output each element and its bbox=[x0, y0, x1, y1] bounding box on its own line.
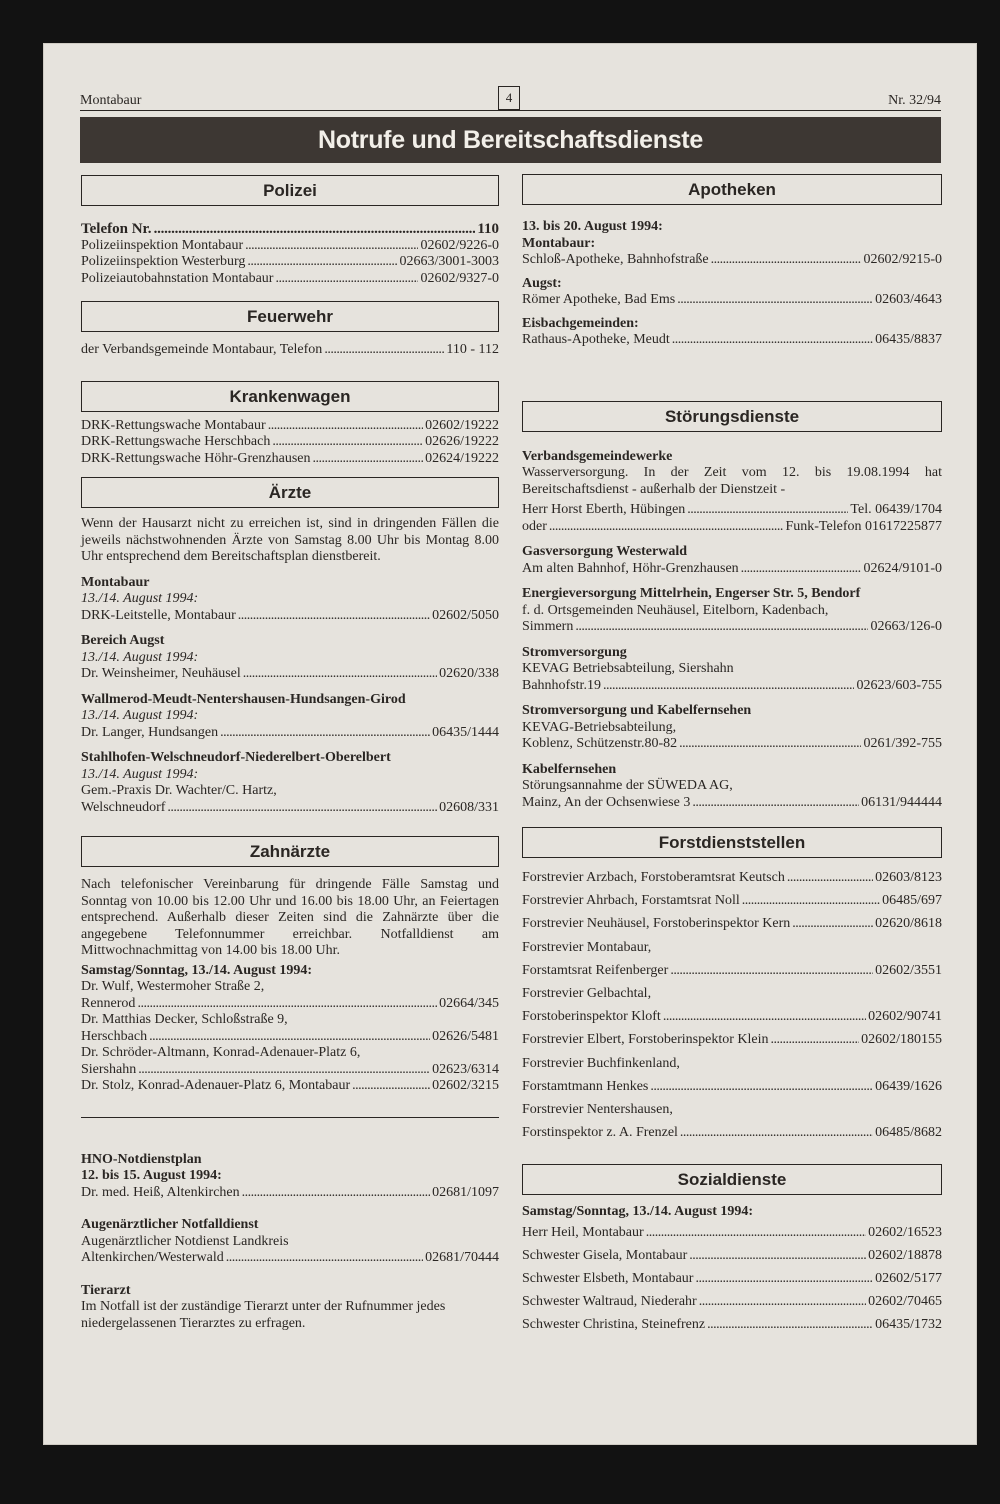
list-item bbox=[81, 451, 499, 468]
phone-number: 06439/1626 bbox=[875, 1078, 942, 1094]
entry-line: f. d. Ortsgemeinden Neuhäusel, Eitelborn, Kadenbach, bbox=[522, 602, 829, 618]
entry-label: Simmern bbox=[522, 619, 574, 634]
entry-label: Forstinspektor z. A. Frenzel bbox=[522, 1125, 678, 1141]
entry-line: Dr. Schröder-Altmann, Konrad-Adenauer-Platz 6, bbox=[81, 1045, 361, 1060]
area-heading: Wallmerod-Meudt-Nentershausen-Hundsangen-Girod bbox=[81, 691, 406, 707]
phone-number: 02620/338 bbox=[439, 666, 499, 681]
entry-label: Altenkirchen/Westerwald bbox=[81, 1250, 224, 1265]
entry-label: Forstrevier Nentershausen, bbox=[522, 1102, 673, 1118]
date-line: 13./14. August 1994: bbox=[81, 591, 199, 606]
entry-label: Forstamtmann Henkes bbox=[522, 1078, 649, 1094]
phone-number: 06435/1444 bbox=[432, 724, 499, 740]
phone-number: 02602/9226-0 bbox=[420, 237, 499, 253]
entry-label: Dr. Weinsheimer, Neuhäusel bbox=[81, 666, 241, 681]
phone-number: 02620/8618 bbox=[875, 916, 942, 932]
entry-label: Polizeiinspektion Montabaur bbox=[81, 237, 244, 253]
list-item bbox=[522, 1267, 942, 1290]
phone-number: 02602/9215-0 bbox=[863, 252, 942, 267]
list-item bbox=[81, 418, 499, 435]
page-title: Notrufe und Bereitschaftsdienste bbox=[80, 117, 941, 163]
entry-label: Forstrevier Montabaur, bbox=[522, 939, 652, 955]
entry-line: Störungsannahme der SÜWEDA AG, bbox=[522, 778, 733, 793]
tierarzt-title: Tierarzt bbox=[81, 1282, 131, 1298]
section-heading-aerzte: Ärzte bbox=[81, 477, 499, 508]
entry-label: Schwester Waltraud, Niederahr bbox=[522, 1293, 697, 1309]
list-item bbox=[81, 271, 499, 288]
entry-label: Am alten Bahnhof, Höhr-Grenzhausen bbox=[522, 560, 739, 576]
list-item bbox=[522, 982, 942, 1005]
phone-number: 02608/331 bbox=[439, 799, 499, 815]
hno-title: HNO-Notdienstplan bbox=[81, 1151, 202, 1167]
phone-number: 02602/5177 bbox=[875, 1270, 942, 1286]
phone-number: 02681/70444 bbox=[425, 1250, 499, 1265]
entry-label: Telefon Nr. bbox=[81, 221, 152, 237]
list-item bbox=[81, 725, 499, 742]
list-item bbox=[81, 238, 499, 255]
list-item bbox=[522, 519, 942, 536]
entry-line: KEVAG Betriebsabteilung, Siershahn bbox=[522, 661, 734, 676]
phone-number: 02663/126-0 bbox=[870, 619, 942, 634]
date-line: 13./14. August 1994: bbox=[81, 649, 199, 665]
list-item bbox=[522, 1221, 942, 1244]
phone-number: Funk-Telefon 01617225877 bbox=[785, 518, 942, 534]
list-item bbox=[81, 996, 499, 1013]
phone-number: 02602/180155 bbox=[861, 1032, 942, 1048]
list-item bbox=[81, 666, 499, 683]
header-rule bbox=[80, 110, 941, 111]
entry-label: Dr. med. Heiß, Altenkirchen bbox=[81, 1184, 240, 1200]
phone-number: 02602/18878 bbox=[868, 1247, 942, 1263]
entry-label: Dr. Langer, Hundsangen bbox=[81, 724, 219, 740]
area-heading: Eisbachgemeinden: bbox=[522, 315, 639, 331]
entry-label: Herr Horst Eberth, Hübingen bbox=[522, 502, 686, 517]
list-item bbox=[522, 1028, 942, 1051]
phone-number: 02623/603-755 bbox=[856, 677, 942, 693]
phone-number: 02626/5481 bbox=[432, 1028, 499, 1044]
entry-label: Dr. Stolz, Konrad-Adenauer-Platz 6, Montabaur bbox=[81, 1078, 351, 1093]
list-item bbox=[81, 800, 499, 817]
entry-label: Mainz, An der Ochsenwiese 3 bbox=[522, 794, 691, 810]
list-item bbox=[81, 1250, 499, 1267]
phone-number: 0261/392-755 bbox=[863, 736, 942, 751]
entry-label: Bahnhofstr.19 bbox=[522, 677, 601, 693]
entry-label: Siershahn bbox=[81, 1061, 137, 1077]
list-item bbox=[522, 1005, 942, 1028]
entry-line: Augenärztlicher Notdienst Landkreis bbox=[81, 1233, 289, 1249]
section-heading-sozial: Sozialdienste bbox=[522, 1164, 942, 1195]
entry-label: Herschbach bbox=[81, 1028, 148, 1044]
area-heading: Verbandsgemeindewerke bbox=[522, 448, 673, 464]
entry-label: Koblenz, Schützenstr.80-82 bbox=[522, 736, 678, 751]
section-heading-feuerwehr: Feuerwehr bbox=[81, 301, 499, 332]
entry-label: Forstrevier Ahrbach, Forstamtsrat Noll bbox=[522, 893, 740, 909]
list-item bbox=[522, 292, 942, 309]
page-header bbox=[80, 89, 941, 111]
entry-line: Dr. Wulf, Westermoher Straße 2, bbox=[81, 979, 265, 994]
list-item bbox=[522, 678, 942, 695]
polizei-phone-row bbox=[81, 221, 499, 238]
aerzte-intro: Wenn der Hausarzt nicht zu erreichen ist, sind in dringenden Fällen die jeweils nächstwohnenden Ärzte von Samstag 8.00 Uhr bis Montag 8.00 Uhr entsprechend dem Bereitschaftsplan dienstbereit. bbox=[81, 516, 499, 564]
list-item bbox=[522, 252, 942, 269]
section-heading-apotheken: Apotheken bbox=[522, 174, 942, 205]
section-heading-zahnaerzte: Zahnärzte bbox=[81, 836, 499, 867]
list-item bbox=[81, 1062, 499, 1079]
entry-label: Schloß-Apotheke, Bahnhofstraße bbox=[522, 252, 709, 267]
entry-label: Forstrevier Arzbach, Forstoberamtsrat Keutsch bbox=[522, 870, 785, 885]
list-item bbox=[81, 1185, 499, 1202]
entry-label: Schwester Elsbeth, Montabaur bbox=[522, 1270, 694, 1286]
entry-label: Schwester Christina, Steinefrenz bbox=[522, 1316, 706, 1332]
entry-label: DRK-Rettungswache Höhr-Grenzhausen bbox=[81, 450, 311, 466]
augen-title: Augenärztlicher Notfalldienst bbox=[81, 1217, 259, 1232]
area-heading: Stahlhofen-Welschneudorf-Niederelbert-Oberelbert bbox=[81, 750, 391, 765]
list-item bbox=[522, 1075, 942, 1098]
entry-label: DRK-Leitstelle, Montabaur bbox=[81, 607, 236, 623]
phone-number: 02681/1097 bbox=[432, 1184, 499, 1200]
phone-number: 06485/697 bbox=[882, 893, 942, 909]
phone-number: 02602/90741 bbox=[868, 1009, 942, 1025]
issue-number: Nr. 32/94 bbox=[888, 93, 941, 108]
phone-number: 02624/19222 bbox=[425, 450, 499, 466]
area-heading: Montabaur: bbox=[522, 235, 596, 251]
area-heading: Stromversorgung und Kabelfernsehen bbox=[522, 703, 752, 718]
zahnaerzte-intro: Nach telefonischer Vereinbarung für dringende Fälle Samstag und Sonntag von 10.00 bis 12.00 Uhr und 16.00 bis 18.00 Uhr, an Feiertagen entsprechend. Außerhalb dieser Zeiten sind die Zahnärzte über die angegebene Telefonnummer erreichbar. Notfalldienst am Mittwochnachmittag von 14.00 bis 18.00 Uhr. bbox=[81, 877, 499, 958]
area-heading: Bereich Augst bbox=[81, 633, 165, 648]
entry-label: DRK-Rettungswache Herschbach bbox=[81, 434, 271, 449]
list-item bbox=[522, 502, 942, 519]
section-heading-forst: Forstdienststellen bbox=[522, 827, 942, 858]
entry-label: Forstrevier Elbert, Forstoberinspektor Klein bbox=[522, 1032, 769, 1048]
entry-label: der Verbandsgemeinde Montabaur, Telefon bbox=[81, 342, 323, 357]
date-line: 13. bis 20. August 1994: bbox=[522, 219, 663, 234]
right-column bbox=[522, 174, 942, 1336]
phone-number: 110 - 112 bbox=[446, 342, 499, 357]
date-line: 13./14. August 1994: bbox=[81, 766, 199, 782]
entry-label: Welschneudorf bbox=[81, 799, 166, 815]
phone-number: 02624/9101-0 bbox=[863, 560, 942, 576]
phone-number: 02664/345 bbox=[439, 995, 499, 1011]
entry-label: oder bbox=[522, 518, 547, 534]
entry-label: Forstamtsrat Reifenberger bbox=[522, 962, 669, 978]
list-item bbox=[81, 434, 499, 451]
entry-line: Gem.-Praxis Dr. Wachter/C. Hartz, bbox=[81, 783, 277, 798]
phone-number: 06435/8837 bbox=[875, 332, 942, 347]
list-item bbox=[522, 795, 942, 812]
forst-list bbox=[522, 866, 942, 1144]
entry-label: Polizeiautobahnstation Montabaur bbox=[81, 270, 274, 286]
phone-number: 02602/3551 bbox=[875, 962, 942, 978]
phone-number: 06435/1732 bbox=[875, 1316, 942, 1332]
phone-number: 02602/16523 bbox=[868, 1224, 942, 1240]
list-item bbox=[522, 936, 942, 959]
section-heading-polizei: Polizei bbox=[81, 175, 499, 206]
date-line: Samstag/Sonntag, 13./14. August 1994: bbox=[81, 962, 313, 978]
entry-label: Forstrevier Buchfinkenland, bbox=[522, 1055, 680, 1071]
phone-number: 02602/3215 bbox=[432, 1078, 499, 1093]
header-town: Montabaur bbox=[80, 93, 142, 108]
entry-text: Wasserversorgung. In der Zeit vom 12. bis 19.08.1994 hat Bereitschaftsdienst - außerhalb der Dienstzeit - bbox=[522, 465, 942, 497]
sozial-list bbox=[522, 1221, 942, 1336]
entry-line: KEVAG-Betriebsabteilung, bbox=[522, 719, 677, 735]
list-item bbox=[522, 1244, 942, 1267]
entry-line: Dr. Matthias Decker, Schloßstraße 9, bbox=[81, 1012, 288, 1027]
phone-number: 06485/8682 bbox=[875, 1125, 942, 1141]
list-item bbox=[522, 889, 942, 912]
area-heading: Montabaur bbox=[81, 574, 150, 590]
entry-label: Polizeiinspektion Westerburg bbox=[81, 254, 246, 269]
list-item bbox=[81, 342, 499, 359]
phone-number: 02603/4643 bbox=[875, 292, 942, 307]
list-item bbox=[81, 1029, 499, 1046]
list-item bbox=[522, 1290, 942, 1313]
list-item bbox=[522, 1098, 942, 1121]
phone-number: 110 bbox=[477, 221, 499, 237]
list-item bbox=[522, 1121, 942, 1144]
phone-number: 02663/3001-3003 bbox=[399, 254, 499, 269]
phone-number: 02623/6314 bbox=[432, 1061, 499, 1077]
entry-label: DRK-Rettungswache Montabaur bbox=[81, 417, 266, 433]
tierarzt-text: Im Notfall ist der zuständige Tierarzt unter der Rufnummer jedes niedergelassenen Tierarztes zu erfragen. bbox=[81, 1299, 446, 1331]
entry-label: Schwester Gisela, Montabaur bbox=[522, 1247, 688, 1263]
area-heading: Energieversorgung Mittelrhein, Engerser Str. 5, Bendorf bbox=[522, 586, 861, 601]
area-heading: Gasversorgung Westerwald bbox=[522, 544, 688, 559]
entry-label: Römer Apotheke, Bad Ems bbox=[522, 292, 676, 307]
newspaper-page bbox=[44, 44, 976, 1444]
list-item bbox=[522, 736, 942, 753]
list-item bbox=[522, 959, 942, 982]
area-heading: Stromversorgung bbox=[522, 644, 627, 660]
entry-label: Forstoberinspektor Kloft bbox=[522, 1009, 661, 1025]
section-heading-krankenwagen: Krankenwagen bbox=[81, 381, 499, 412]
list-item bbox=[522, 1313, 942, 1336]
list-item bbox=[522, 332, 942, 349]
phone-number: 02602/5050 bbox=[432, 607, 499, 623]
left-column bbox=[81, 175, 499, 1332]
list-item bbox=[81, 608, 499, 625]
phone-number: 02602/9327-0 bbox=[420, 270, 499, 286]
area-heading: Kabelfernsehen bbox=[522, 761, 617, 777]
phone-number: 06131/944444 bbox=[861, 794, 942, 810]
entry-label: Herr Heil, Montabaur bbox=[522, 1224, 644, 1240]
date-line: 13./14. August 1994: bbox=[81, 708, 199, 723]
date-line: Samstag/Sonntag, 13./14. August 1994: bbox=[522, 1204, 754, 1220]
phone-number: 02626/19222 bbox=[425, 434, 499, 449]
entry-label: Rennerod bbox=[81, 995, 136, 1011]
list-item bbox=[81, 1078, 499, 1095]
phone-number: 02603/8123 bbox=[875, 870, 942, 885]
entry-label: Rathaus-Apotheke, Meudt bbox=[522, 332, 670, 347]
list-item bbox=[522, 866, 942, 889]
list-item bbox=[522, 1052, 942, 1075]
phone-number: 02602/19222 bbox=[425, 417, 499, 433]
phone-number: Tel. 06439/1704 bbox=[850, 502, 942, 517]
page-number: 4 bbox=[498, 86, 520, 110]
list-item bbox=[522, 912, 942, 935]
list-item bbox=[81, 254, 499, 271]
date-line: 12. bis 15. August 1994: bbox=[81, 1168, 222, 1183]
phone-number: 02602/70465 bbox=[868, 1293, 942, 1309]
list-item bbox=[522, 561, 942, 578]
entry-label: Forstrevier Gelbachtal, bbox=[522, 986, 652, 1002]
entry-label: Forstrevier Neuhäusel, Forstoberinspektor Kern bbox=[522, 916, 791, 932]
section-heading-stoerungsdienste: Störungsdienste bbox=[522, 401, 942, 432]
list-item bbox=[522, 619, 942, 636]
area-heading: Augst: bbox=[522, 275, 562, 291]
